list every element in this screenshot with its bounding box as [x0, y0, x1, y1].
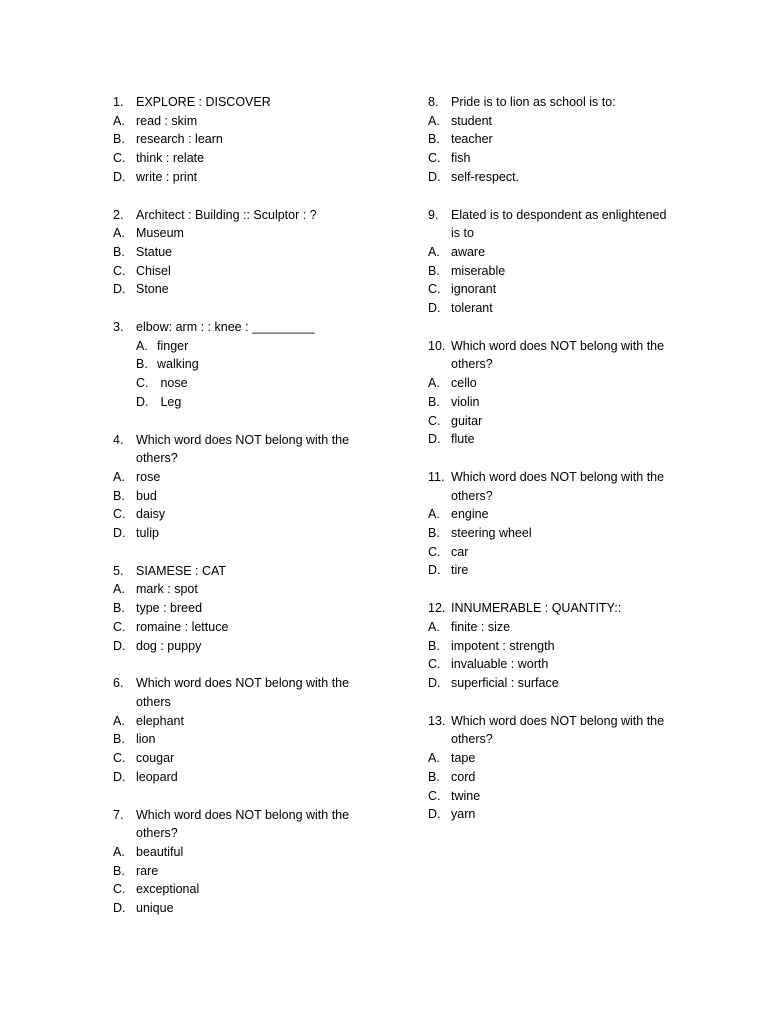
answer-option	[428, 149, 678, 168]
option-letter: D.	[428, 169, 441, 184]
question-1	[113, 93, 368, 187]
option-letter: D.	[428, 807, 441, 822]
answer-option	[428, 618, 678, 637]
answer-option	[113, 599, 368, 618]
answer-option	[428, 805, 678, 824]
question-7	[113, 806, 368, 918]
left-question-column	[113, 93, 368, 937]
answer-option	[428, 412, 678, 431]
option-letter: C.	[136, 376, 149, 391]
answer-option	[113, 637, 368, 656]
answer-option	[113, 130, 368, 149]
option-text: tolerant	[451, 301, 493, 316]
question-text: Pride is to lion as school is to:	[451, 95, 616, 109]
answer-option	[113, 393, 368, 412]
question-number: 2.	[113, 207, 124, 222]
option-text: engine	[451, 507, 489, 522]
question-3	[113, 318, 368, 412]
option-text: flute	[451, 432, 475, 447]
answer-option	[113, 730, 368, 749]
answer-option	[113, 168, 368, 187]
answer-option	[113, 899, 368, 918]
question-number: 7.	[113, 807, 124, 822]
question-10	[428, 337, 678, 449]
question-12	[428, 599, 678, 693]
answer-option	[113, 355, 368, 374]
option-letter: B.	[428, 769, 440, 784]
option-letter: B.	[428, 263, 440, 278]
question-stem	[428, 337, 678, 374]
answer-option	[428, 393, 678, 412]
option-letter: D.	[113, 169, 126, 184]
answer-option	[428, 524, 678, 543]
answer-option	[113, 505, 368, 524]
right-question-column	[428, 93, 678, 843]
answer-option	[428, 749, 678, 768]
option-text: yarn	[451, 807, 476, 822]
option-text: aware	[451, 244, 486, 259]
option-letter: A.	[113, 226, 125, 241]
answer-option	[428, 505, 678, 524]
option-letter: D.	[113, 769, 126, 784]
option-text: tape	[451, 751, 476, 766]
answer-option	[113, 224, 368, 243]
option-letter: B.	[136, 357, 148, 372]
question-text: Elated is to despondent as enlightened is to	[451, 207, 667, 241]
answer-option	[113, 712, 368, 731]
option-letter: D.	[428, 675, 441, 690]
question-text: Which word does NOT belong with the others?	[451, 338, 665, 372]
option-text: read : skim	[136, 113, 198, 128]
option-text: impotent : strength	[451, 638, 555, 653]
option-text: rose	[136, 469, 161, 484]
question-number: 11.	[428, 469, 445, 484]
question-text: SIAMESE : CAT	[136, 563, 227, 578]
question-9	[428, 206, 678, 318]
question-5	[113, 562, 368, 656]
option-letter: A.	[428, 751, 440, 766]
option-text: think : relate	[136, 151, 205, 166]
question-text: EXPLORE : DISCOVER	[136, 95, 271, 109]
option-letter: C.	[428, 282, 441, 297]
option-text: miserable	[451, 263, 506, 278]
option-letter: A.	[428, 113, 440, 128]
option-letter: A.	[113, 844, 125, 859]
question-number: 8.	[428, 95, 439, 109]
option-text: romaine : lettuce	[136, 619, 229, 634]
answer-option	[428, 168, 678, 187]
question-stem	[428, 206, 678, 243]
question-13	[428, 712, 678, 824]
option-text: finite : size	[451, 619, 511, 634]
question-stem	[113, 93, 368, 112]
option-text: violin	[451, 394, 480, 409]
answer-option	[113, 487, 368, 506]
question-number: 9.	[428, 207, 439, 222]
question-text: Which word does NOT belong with the others?	[136, 807, 350, 841]
answer-option	[113, 862, 368, 881]
option-letter: D.	[136, 394, 149, 409]
answer-option	[113, 374, 368, 393]
option-text: rare	[136, 863, 159, 878]
option-letter: C.	[113, 507, 126, 522]
option-text: type : breed	[136, 601, 203, 616]
answer-option	[113, 749, 368, 768]
option-text: Chisel	[136, 263, 171, 278]
option-text: bud	[136, 488, 157, 503]
question-number: 5.	[113, 563, 124, 578]
answer-option	[428, 430, 678, 449]
option-letter: D.	[113, 901, 126, 916]
question-11	[428, 468, 678, 580]
answer-option	[428, 637, 678, 656]
option-letter: A.	[113, 469, 125, 484]
answer-option	[113, 280, 368, 299]
answer-option	[428, 543, 678, 562]
option-letter: C.	[428, 151, 441, 166]
option-letter: A.	[428, 507, 440, 522]
question-stem	[428, 93, 678, 112]
option-letter: B.	[113, 132, 125, 147]
answer-option	[428, 112, 678, 131]
option-text: cord	[451, 769, 476, 784]
option-text: exceptional	[136, 882, 200, 897]
option-letter: B.	[113, 244, 125, 259]
question-stem	[113, 806, 368, 843]
option-letter: A.	[428, 619, 440, 634]
option-text: car	[451, 544, 469, 559]
question-number: 3.	[113, 320, 124, 335]
option-text: twine	[451, 788, 481, 803]
option-letter: C.	[428, 788, 441, 803]
answer-option	[428, 655, 678, 674]
option-text: beautiful	[136, 844, 184, 859]
option-text: nose	[157, 376, 188, 391]
option-letter: D.	[113, 282, 126, 297]
option-letter: B.	[113, 488, 125, 503]
question-stem	[113, 431, 368, 468]
question-text: Which word does NOT belong with the others?	[451, 469, 665, 503]
answer-option	[113, 768, 368, 787]
option-letter: C.	[113, 882, 126, 897]
answer-option	[113, 243, 368, 262]
answer-option	[428, 674, 678, 693]
option-text: tire	[451, 563, 469, 578]
option-letter: D.	[113, 638, 126, 653]
answer-option	[113, 262, 368, 281]
answer-option	[428, 280, 678, 299]
answer-option	[113, 880, 368, 899]
option-letter: D.	[428, 432, 441, 447]
option-text: Museum	[136, 226, 184, 241]
answer-option	[113, 468, 368, 487]
option-letter: B.	[428, 638, 440, 653]
answer-option	[428, 374, 678, 393]
option-text: unique	[136, 901, 174, 916]
answer-option	[113, 337, 368, 356]
question-number: 12.	[428, 601, 446, 616]
question-number: 6.	[113, 676, 124, 691]
question-text: Architect : Building :: Sculptor : ?	[136, 207, 317, 222]
question-stem	[428, 599, 678, 618]
option-letter: D.	[428, 301, 441, 316]
option-text: Statue	[136, 244, 173, 259]
option-letter: A.	[136, 338, 148, 353]
option-text: fish	[451, 151, 471, 166]
question-number: 1.	[113, 95, 124, 109]
answer-option	[428, 768, 678, 787]
option-letter: B.	[113, 863, 125, 878]
answer-option	[428, 787, 678, 806]
option-letter: C.	[428, 657, 441, 672]
question-4	[113, 431, 368, 543]
answer-option	[428, 561, 678, 580]
option-text: self-respect.	[451, 169, 520, 184]
option-letter: C.	[428, 413, 441, 428]
option-text: tulip	[136, 526, 159, 541]
question-number: 10.	[428, 338, 446, 353]
option-letter: C.	[428, 544, 441, 559]
answer-option	[113, 524, 368, 543]
option-text: steering wheel	[451, 526, 532, 541]
option-text: elephant	[136, 713, 184, 728]
question-text: elbow: arm : : knee : _________	[136, 320, 315, 335]
answer-option	[428, 299, 678, 318]
option-letter: A.	[113, 582, 125, 597]
answer-option	[428, 262, 678, 281]
question-8	[428, 93, 678, 187]
option-letter: D.	[113, 526, 126, 541]
question-stem	[113, 318, 368, 337]
option-text: leopard	[136, 769, 178, 784]
question-stem	[428, 468, 678, 505]
question-2	[113, 206, 368, 300]
question-stem	[113, 562, 368, 581]
option-text: daisy	[136, 507, 166, 522]
question-stem	[428, 712, 678, 749]
question-text: Which word does NOT belong with the others	[136, 676, 350, 709]
option-text: teacher	[451, 132, 493, 147]
answer-option	[113, 618, 368, 637]
question-6	[113, 674, 368, 786]
option-text: finger	[157, 338, 189, 353]
question-text: INNUMERABLE : QUANTITY::	[451, 601, 622, 616]
option-letter: A.	[113, 713, 125, 728]
option-letter: A.	[428, 376, 440, 391]
option-text: cello	[451, 376, 477, 391]
answer-option	[428, 243, 678, 262]
option-letter: A.	[428, 244, 440, 259]
option-text: cougar	[136, 751, 175, 766]
option-letter: C.	[113, 619, 126, 634]
option-letter: B.	[113, 601, 125, 616]
question-number: 4.	[113, 432, 124, 447]
option-letter: A.	[113, 113, 125, 128]
option-text: guitar	[451, 413, 483, 428]
question-text: Which word does NOT belong with the others?	[451, 713, 665, 747]
answer-option	[113, 149, 368, 168]
question-stem	[113, 674, 368, 711]
answer-option	[113, 843, 368, 862]
option-text: invaluable : worth	[451, 657, 549, 672]
question-text: Which word does NOT belong with the others?	[136, 432, 350, 466]
question-stem	[113, 206, 368, 225]
option-letter: C.	[113, 263, 126, 278]
option-letter: B.	[113, 732, 125, 747]
option-letter: B.	[428, 132, 440, 147]
answer-option	[113, 580, 368, 599]
option-text: mark : spot	[136, 582, 198, 597]
option-text: lion	[136, 732, 156, 747]
option-text: research : learn	[136, 132, 223, 147]
option-letter: B.	[428, 526, 440, 541]
option-text: ignorant	[451, 282, 497, 297]
option-text: dog : puppy	[136, 638, 202, 653]
option-text: Leg	[157, 394, 182, 409]
option-letter: B.	[428, 394, 440, 409]
question-number: 13.	[428, 713, 446, 728]
option-letter: C.	[113, 751, 126, 766]
option-text: superficial : surface	[451, 675, 559, 690]
option-text: walking	[157, 357, 199, 372]
option-letter: D.	[428, 563, 441, 578]
option-letter: C.	[113, 151, 126, 166]
answer-option	[428, 130, 678, 149]
option-text: write : print	[136, 169, 198, 184]
option-text: student	[451, 113, 493, 128]
answer-option	[113, 112, 368, 131]
option-text: Stone	[136, 282, 169, 297]
